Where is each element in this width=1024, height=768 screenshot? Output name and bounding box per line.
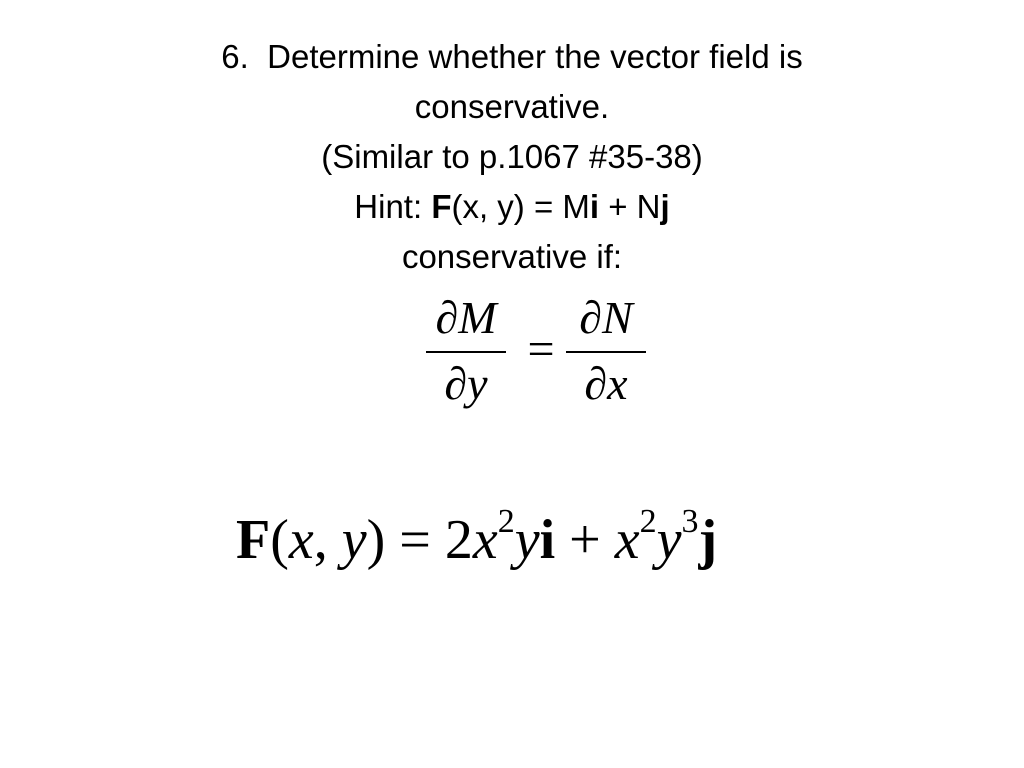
equals-sign: =	[527, 323, 555, 376]
problem-line-1	[0, 32, 1024, 82]
hint-j: j	[660, 188, 670, 225]
dM-dy-fraction	[424, 290, 508, 420]
fraction-numerator-dN: ∂N	[579, 292, 633, 343]
conservative-condition-formula	[424, 290, 648, 420]
hint-i: i	[589, 188, 600, 225]
conservative-if-label: conservative if:	[401, 238, 623, 275]
vector-field-equation	[236, 500, 936, 580]
term2-y-exponent: 3	[681, 503, 699, 540]
term2-y: y	[656, 509, 682, 571]
field-F: F	[236, 509, 271, 571]
hint-prefix: Hint:	[354, 188, 432, 225]
hint-args: (x, y) = M	[451, 188, 590, 225]
hint-line	[0, 182, 1024, 232]
coefficient: 2	[444, 509, 473, 571]
open-paren: (	[270, 509, 289, 571]
hint-F: F	[431, 188, 452, 225]
term1-x: x	[472, 509, 498, 571]
problem-line-2: conservative.	[414, 88, 610, 125]
term1-exponent: 2	[497, 503, 515, 540]
term2-x: x	[614, 509, 640, 571]
fraction-bar	[426, 351, 506, 353]
var-y: y	[341, 509, 367, 571]
equals: =	[385, 509, 445, 571]
dN-dx-fraction	[564, 290, 648, 420]
close-paren: )	[366, 509, 386, 571]
var-x: x	[288, 509, 314, 571]
unit-vector-i: i	[539, 509, 556, 571]
unit-vector-j: j	[698, 509, 718, 571]
fraction-denominator-dy: ∂y	[444, 358, 488, 409]
fraction-bar	[566, 351, 646, 353]
problem-number: 6.	[221, 38, 249, 75]
term2-x-exponent: 2	[639, 503, 657, 540]
comma: ,	[313, 509, 342, 571]
problem-reference: (Similar to p.1067 #35-38)	[321, 138, 703, 175]
fraction-denominator-dx: ∂x	[584, 358, 628, 409]
term1-y: y	[514, 509, 540, 571]
problem-text: Determine whether the vector field is	[267, 38, 803, 75]
hint-plus: + N	[599, 188, 661, 225]
problem-statement	[0, 32, 1024, 282]
fraction-numerator-dM: ∂M	[435, 292, 497, 343]
plus: +	[555, 509, 615, 571]
